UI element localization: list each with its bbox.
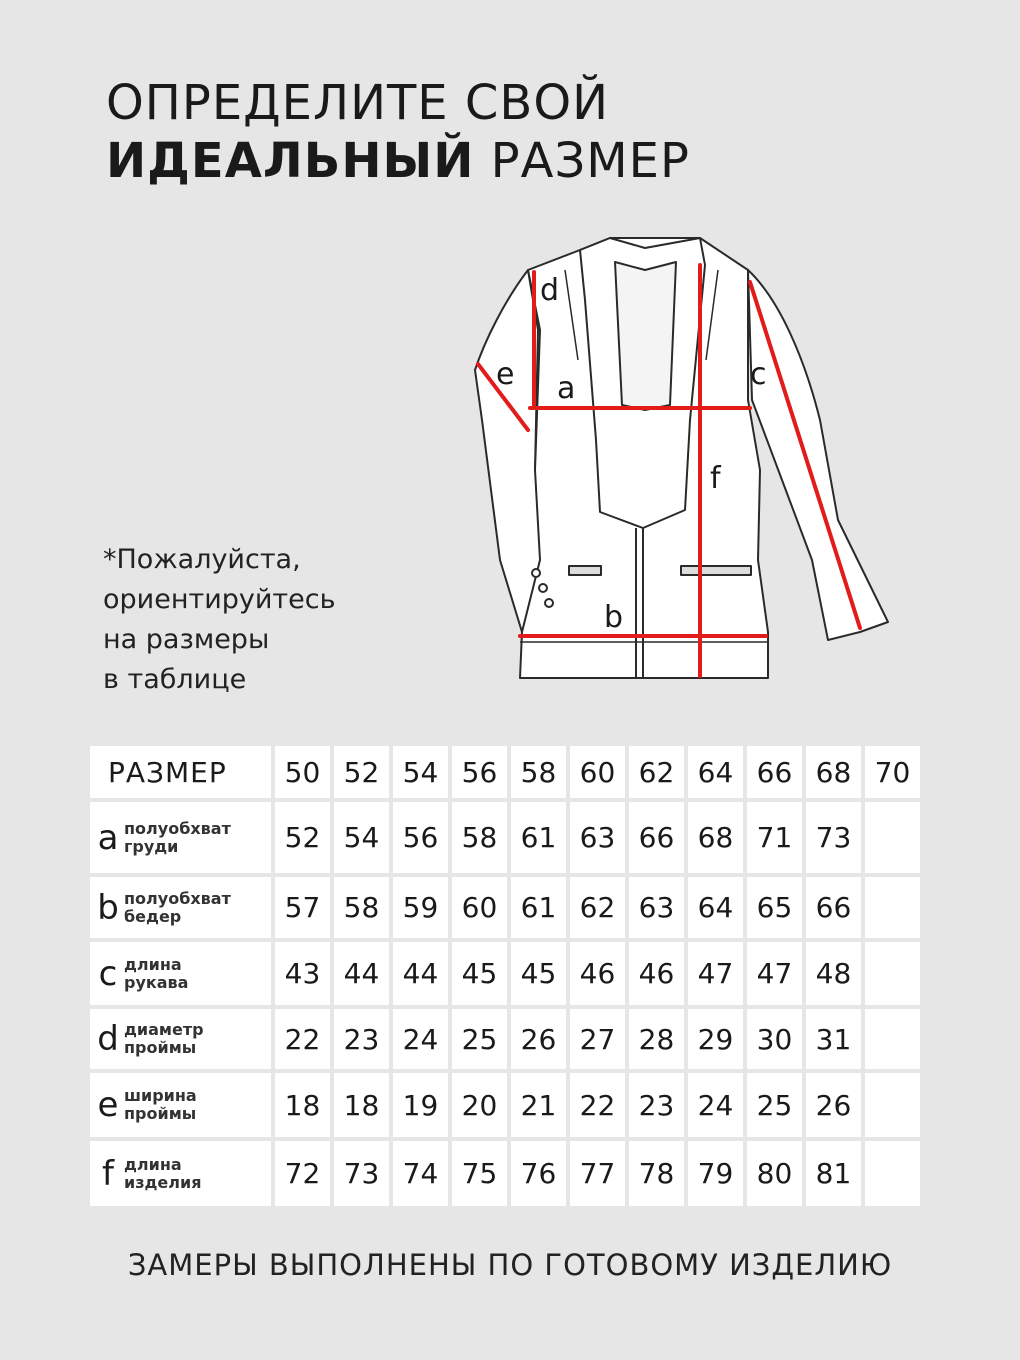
row-label	[90, 1009, 271, 1069]
table-cell: 27	[570, 1009, 625, 1069]
row-description-line: длина	[124, 1154, 182, 1174]
diagram-label-b: b	[604, 600, 624, 635]
row-description-line: проймы	[124, 1038, 197, 1057]
table-cell: 57	[275, 877, 330, 938]
row-description	[124, 1087, 197, 1123]
title-line-1: ОПРЕДЕЛИТЕ СВОЙ	[106, 75, 610, 131]
row-letter: d	[97, 1019, 119, 1059]
row-description-line: груди	[124, 836, 179, 856]
table-cell: 47	[688, 942, 743, 1005]
row-label	[90, 942, 271, 1005]
row-letter: b	[97, 887, 119, 928]
table-cell: 56	[393, 802, 448, 873]
table-cell: 77	[570, 1141, 625, 1206]
table-cell: 62	[570, 877, 625, 938]
table-cell: 66	[629, 802, 684, 873]
row-label	[90, 877, 271, 938]
table-cell: 18	[275, 1073, 330, 1137]
table-cell: 19	[393, 1073, 448, 1137]
table-cell	[865, 1073, 920, 1137]
table-cell: 23	[334, 1009, 389, 1069]
measure-c-line	[750, 282, 860, 628]
table-cell: 81	[806, 1141, 861, 1206]
diagram-label-d: d	[540, 273, 560, 308]
table-cell: 52	[275, 802, 330, 873]
table-row	[90, 1009, 920, 1069]
table-cell: 61	[511, 877, 566, 938]
table-cell: 59	[393, 877, 448, 938]
jacket-outline	[475, 238, 888, 678]
size-table	[86, 742, 924, 1210]
table-cell: 24	[393, 1009, 448, 1069]
table-row	[90, 1073, 920, 1137]
table-cell	[865, 877, 920, 938]
title-bold-word: ИДЕАЛЬНЫЙ	[106, 133, 475, 189]
table-cell: 58	[334, 877, 389, 938]
row-description	[124, 820, 231, 856]
row-label	[90, 1141, 271, 1206]
table-cell: 47	[747, 942, 802, 1005]
table-cell: 23	[629, 1073, 684, 1137]
note-line: в таблице	[103, 664, 247, 695]
row-letter: e	[97, 1085, 119, 1125]
table-cell: 72	[275, 1141, 330, 1206]
size-header-cell: 64	[688, 746, 743, 798]
table-cell: 68	[688, 802, 743, 873]
row-letter: a	[97, 817, 119, 858]
table-cell: 73	[334, 1141, 389, 1206]
table-cell: 26	[511, 1009, 566, 1069]
row-description-line: бедер	[124, 906, 182, 926]
title-rest: РАЗМЕР	[490, 133, 690, 189]
table-cell: 48	[806, 942, 861, 1005]
note-line: на размеры	[103, 624, 270, 655]
diagram-label-e: e	[496, 357, 515, 392]
table-cell: 44	[334, 942, 389, 1005]
diagram-label-f: f	[710, 461, 721, 496]
table-cell: 26	[806, 1073, 861, 1137]
table-cell: 25	[452, 1009, 507, 1069]
row-description	[124, 956, 188, 992]
table-cell: 64	[688, 877, 743, 938]
table-cell: 46	[629, 942, 684, 1005]
table-cell: 29	[688, 1009, 743, 1069]
size-header-cell: 52	[334, 746, 389, 798]
row-description-line: полуобхват	[124, 888, 231, 908]
size-header-cell: 60	[570, 746, 625, 798]
title-line-2	[106, 132, 690, 190]
row-description	[124, 1021, 204, 1057]
diagram-label-a: a	[557, 371, 576, 406]
row-description-line: диаметр	[124, 1020, 204, 1039]
size-header-cell: 68	[806, 746, 861, 798]
diagram-label-c: c	[750, 357, 767, 392]
table-cell: 18	[334, 1073, 389, 1137]
table-cell: 43	[275, 942, 330, 1005]
row-description	[124, 1156, 201, 1192]
note-line: ориентируйтесь	[103, 584, 336, 615]
table-cell	[865, 942, 920, 1005]
jacket-diagram	[460, 225, 920, 695]
table-cell: 44	[393, 942, 448, 1005]
row-description-line: изделия	[124, 1172, 202, 1192]
table-cell: 20	[452, 1073, 507, 1137]
table-cell: 75	[452, 1141, 507, 1206]
table-cell: 30	[747, 1009, 802, 1069]
table-cell: 22	[570, 1073, 625, 1137]
size-header-cell: 54	[393, 746, 448, 798]
size-header-cell: 50	[275, 746, 330, 798]
row-description-line: длина	[124, 954, 182, 974]
table-cell: 45	[452, 942, 507, 1005]
table-cell: 54	[334, 802, 389, 873]
table-cell: 61	[511, 802, 566, 873]
table-row	[90, 942, 920, 1005]
size-header-row	[90, 746, 920, 798]
table-cell: 28	[629, 1009, 684, 1069]
row-description-line: полуобхват	[124, 818, 231, 838]
table-cell: 63	[629, 877, 684, 938]
page-title	[106, 74, 690, 190]
table-cell: 46	[570, 942, 625, 1005]
table-cell: 79	[688, 1141, 743, 1206]
row-letter: f	[102, 1153, 114, 1194]
row-description-line: проймы	[124, 1104, 197, 1123]
size-header-cell: 62	[629, 746, 684, 798]
table-cell: 65	[747, 877, 802, 938]
table-cell: 73	[806, 802, 861, 873]
table-cell: 21	[511, 1073, 566, 1137]
table-cell: 78	[629, 1141, 684, 1206]
table-cell: 22	[275, 1009, 330, 1069]
row-description-line: рукава	[124, 972, 189, 992]
size-header-cell: 58	[511, 746, 566, 798]
table-cell: 66	[806, 877, 861, 938]
table-cell: 25	[747, 1073, 802, 1137]
row-label	[90, 1073, 271, 1137]
note-line: *Пожалуйста,	[103, 544, 301, 575]
size-header-label: РАЗМЕР	[90, 746, 271, 798]
size-header-cell: 66	[747, 746, 802, 798]
size-header-cell: 56	[452, 746, 507, 798]
table-cell: 74	[393, 1141, 448, 1206]
size-note	[103, 540, 336, 700]
table-cell: 60	[452, 877, 507, 938]
table-cell: 31	[806, 1009, 861, 1069]
footer-note: ЗАМЕРЫ ВЫПОЛНЕНЫ ПО ГОТОВОМУ ИЗДЕЛИЮ	[127, 1248, 893, 1282]
table-cell: 24	[688, 1073, 743, 1137]
table-cell: 58	[452, 802, 507, 873]
table-cell	[865, 1141, 920, 1206]
table-cell: 76	[511, 1141, 566, 1206]
table-cell: 80	[747, 1141, 802, 1206]
table-cell: 71	[747, 802, 802, 873]
table-cell	[865, 1009, 920, 1069]
row-letter: c	[98, 953, 118, 994]
row-label	[90, 802, 271, 873]
row-description	[124, 890, 231, 926]
row-description-line: ширина	[124, 1086, 197, 1105]
size-header-cell: 70	[865, 746, 920, 798]
table-row	[90, 1141, 920, 1206]
table-cell: 45	[511, 942, 566, 1005]
table-cell	[865, 802, 920, 873]
table-cell: 63	[570, 802, 625, 873]
table-row	[90, 802, 920, 873]
table-row	[90, 877, 920, 938]
